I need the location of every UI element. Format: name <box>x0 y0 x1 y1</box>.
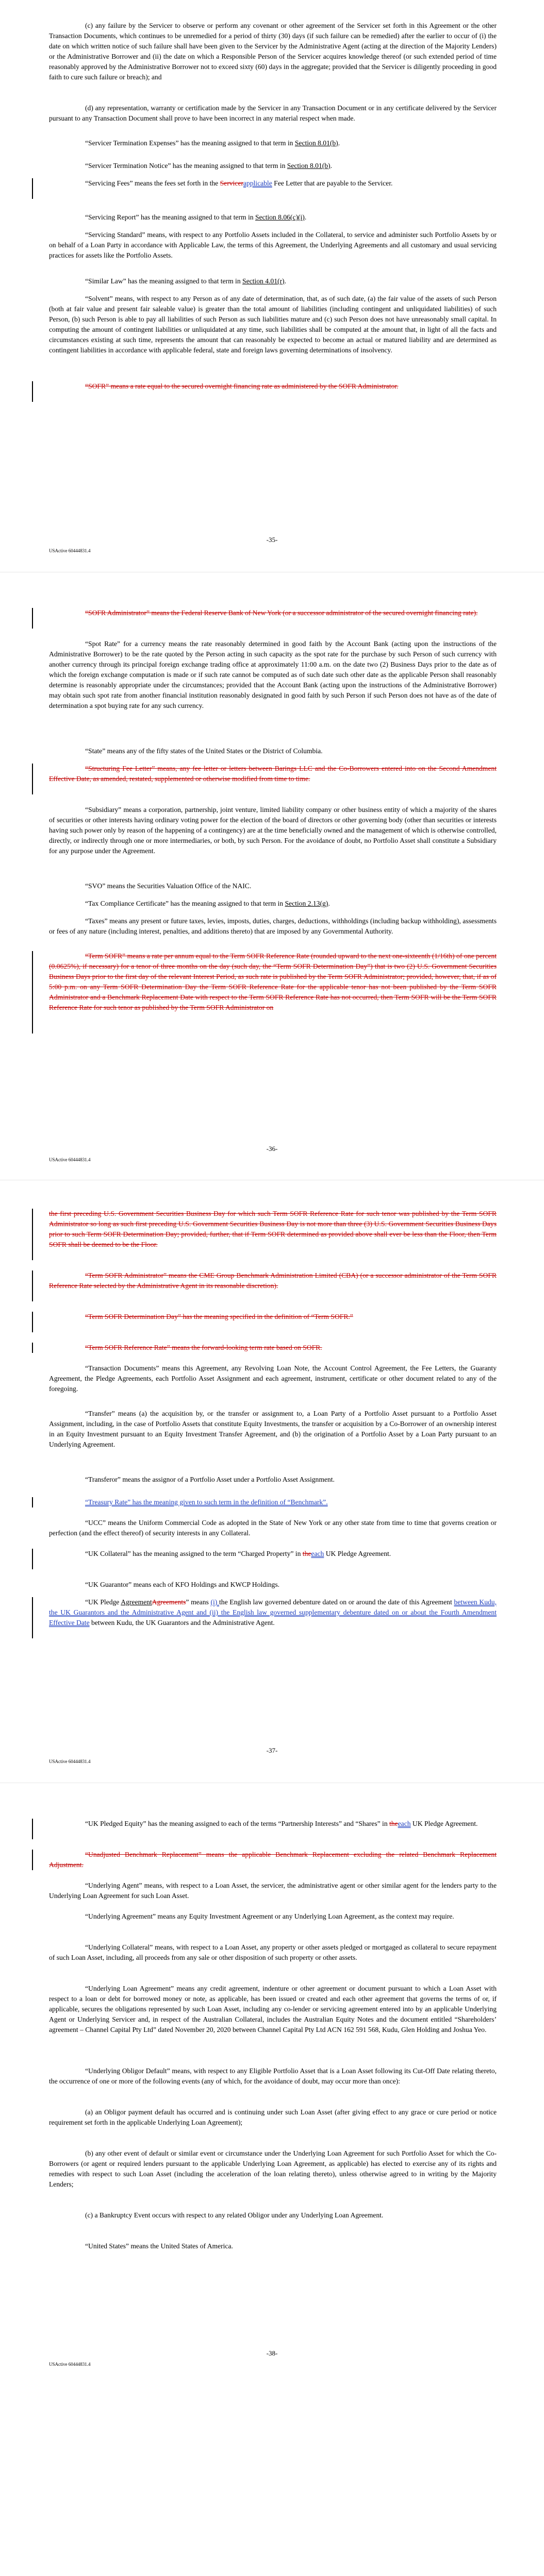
definition-svo: “SVO” means the Securities Valuation Office of the NAIC. <box>85 882 252 890</box>
document-id: USActive 60444831.4 <box>49 1759 91 1764</box>
definition-servicing-standard: “Servicing Standard” means, with respect to any Portfolio Assets included in the Collateral, to service and administer such Portfolio Assets by or on behalf of a Loan Party in accordance with Applicable Law, the terms of this Agreement, the Underlying Agreements and all customary and usual servicing practices for assets like the Portfolio Assets. <box>49 231 497 259</box>
definition-spot-rate: “Spot Rate” for a currency means the rate reasonably determined in good faith by the Account Bank (acting upon the instructions of the Administrative Borrower) to be the rate quoted by the Person acting in such capacity as the spot rate for the purchase by such Person of such currency with another currency through its principal foreign exchange trading office at approximately 11:00 a.m. on the date two (2) Business Days prior to the date as of which the foreign exchange computation is made or if such rate cannot be computed as of such date such other date as the applicable Person shall reasonably determine is reasonably appropriate under the circumstances; provided that the Account Bank (acting upon the instructions of the Administrative Borrower) may obtain such spot rate from another financial institution reasonably designated in good faith by such Person if such Person does not have as of the date of determination a spot buying rate for any such currency. <box>49 640 497 709</box>
section-ref: Section 4.01(r) <box>242 277 285 285</box>
change-bar <box>32 1597 33 1638</box>
definition-united-states: “United States” means the United States of America. <box>85 2242 233 2250</box>
change-bar <box>32 1209 33 1260</box>
definition-ucc: “UCC” means the Uniform Commercial Code as adopted in the State of New York or any other state from time to time that governs creation or perfection (and the effect thereof) of security interests in any Collateral. <box>49 1519 497 1537</box>
deleted-definition-structuring-fee-letter: “Structuring Fee Letter” means, any fee letter or letters between Barings LLC and the Co-Borrowers entered into on the Second Amendment Effective Date, as amended, restated, supplemented or otherwise modified from time to time. <box>49 765 497 783</box>
definition-uk-pledge-agreement: “UK Pledge AgreementAgreements” means (i) the English law governed debenture dated on or around the date of this Agreement between Kudu, the UK Guarantors and the Administrative Agent and (ii) the English law governed supplementary debenture dated on or about the Fourth Amendment Effective Date between Kudu, the UK Guarantors and the Administrative Agent. <box>49 1598 497 1626</box>
change-bar <box>32 1312 33 1332</box>
document-id: USActive 60444831.4 <box>49 548 91 553</box>
deleted-text: the <box>302 1550 311 1557</box>
definition-servicing-fees: “Servicing Fees” means the fees set forth in the Servicerapplicable Fee Letter that are payable to the Servicer. <box>85 179 393 187</box>
inserted-text: applicable <box>243 179 272 187</box>
definition-uk-guarantor: “UK Guarantor” means each of KFO Holdings and KWCP Holdings. <box>85 1581 280 1588</box>
change-bar <box>32 1270 33 1301</box>
definition-tax-compliance-certificate: “Tax Compliance Certificate” has the meaning assigned to that term in Section 2.13(g). <box>85 900 330 907</box>
definition-underlying-loan-agreement: “Underlying Loan Agreement” means any credit agreement, indenture or other agreement or document pursuant to which a Loan Asset with respect to a loan or debt for borrowed money or note, as applicable, has been issued or created and each other agreement that governs the terms of or, if applicable, secures the obligations represented by such Loan Asset, including any co-lender or servicing agreement entered into by an applicable Underlying Agent or Underlying Servicer and, in respect of the Australian Collateral, includes the Australian Equity Notes and the document entitled “Shareholders’ agreement – Channel Capital Pty Ltd” dated November 20, 2020 between Channel Capital Pty Ltd ACN 162 591 568, Kudu, Glen Holding and Joshua Yeo. <box>49 1985 497 2033</box>
section-ref: Section 8.01(b) <box>287 162 331 170</box>
definition-underlying-agreement: “Underlying Agreement” means any Equity Investment Agreement or any Underlying Loan Agreement, as the context may require. <box>85 1912 454 1920</box>
definition-servicing-report: “Servicing Report” has the meaning assigned to that term in Section 8.06(c)(i). <box>85 213 307 221</box>
change-bar <box>32 1497 33 1507</box>
definition-taxes: “Taxes” means any present or future taxes, levies, imposts, duties, charges, deductions, withholdings (including backup withholding), assessments or fees of any nature (including interest, penalties, and additions thereto) that are imposed by any Governmental Authority. <box>49 917 497 935</box>
definition-solvent: “Solvent” means, with respect to any Person as of any date of determination, that, as of such date, (a) the fair value of the assets of such Person (both at fair value and present fair saleable value) is greater than the total amount of liabilities (including contingent and unliquidated liabilities) of such Person, (b) such Person is able to pay all liabilities of such Person as such liabilities mature and (c) such Person does not have unreasonably small capital. In computing the amount of contingent liabilities or unliquidated at any time, such liabilities shall be computed at the amount that, in light of all the facts and circumstances existing at such time, represents the amount that can reasonably be expected to become an actual or matured liability and are determined as contingent liabilities in accordance with applicable federal, state and foreign laws governing determinations of insolvency. <box>49 295 497 354</box>
deleted-definition-term-sofr-administrator: “Term SOFR Administrator” means the CME Group Benchmark Administration Limited (CBA) (or a successor administrator of the Term SOFR Reference Rate selected by the Administrative Agent in its reasonable discretion). <box>49 1272 497 1290</box>
definition-transferor: “Transferor” means the assignor of a Portfolio Asset under a Portfolio Asset Assignment. <box>85 1476 335 1483</box>
deleted-definition-sofr: “SOFR” means a rate equal to the secured overnight financing rate as administered by the SOFR Administrator. <box>85 382 399 390</box>
deleted-term-sofr-continued: the first preceding U.S. Government Securities Business Day for which such Term SOFR Reference Rate for such tenor was published by the Term SOFR Administrator so long as such first preceding U.S. Government Securities Business Day is not more than three (3) U.S. Government Securities Business Days prior to such Term SOFR Determination Day; provided, further, that if Term SOFR determined as provided above shall ever be less than the Floor, then Term SOFR shall be deemed to be the Floor. <box>49 1210 497 1248</box>
deleted-definition-term-sofr: “Term SOFR” means a rate per annum equal to the Term SOFR Reference Rate (rounded upward to the next one-sixteenth (1/16th) of one percent (0.0625%), if necessary) for a tenor of three months on the day (such day, the “Term SOFR Determination Day”) that is two (2) U.S. Government Securities Business Days prior to the first day of the relevant Interest Period, as such rate is published by the Term SOFR Administrator; provided, however, that, if as of 5:00 p.m. on any Term SOFR Determination Day the Term SOFR Reference Rate for the applicable tenor has not been published by the Term SOFR Administrator and a Benchmark Replacement Date with respect to the Term SOFR Reference Rate has not occurred, then Term SOFR will be the Term SOFR Reference Rate for such tenor as published by the Term SOFR Administrator on <box>49 952 497 1011</box>
definition-servicer-termination-notice: “Servicer Termination Notice” has the meaning assigned to that term in Section 8.01(b). <box>85 162 332 170</box>
paragraph-servicer-default-d: (d) any representation, warranty or certification made by the Servicer in any Transaction Document or in any certificate delivered by the Servicer pursuant to any Transaction Document shall prove to have been incorrect in any material respect when made. <box>49 104 497 122</box>
document-id: USActive 60444831.4 <box>49 1157 91 1162</box>
deleted-definition-unadjusted-benchmark-replacement: “Unadjusted Benchmark Replacement” means the applicable Benchmark Replacement excluding the related Benchmark Replacement Adjustment. <box>49 1851 497 1869</box>
definition-state: “State” means any of the fifty states of the United States or the District of Columbia. <box>85 747 323 755</box>
paragraph-servicer-default-c: (c) any failure by the Servicer to observe or perform any covenant or other agreement of the Servicer set forth in this Agreement or the other Transaction Documents, which continues to be unremedied for a period of thirty (30) days (if such failure can be remedied) after the earlier to occur of (i) the date on which written notice of such failure shall have been given to the Servicer by the Administrative Agent (acting at the direction of the Majority Lenders) or the Administrative Borrower and (ii) the date on which a Responsible Person of the Servicer acquires knowledge thereof (or such extended period of time reasonably approved by the Administrative Borrower not to exceed sixty (60) days in the aggregate; provided that the Servicer is diligently proceeding in good faith to cure such failure or breach); and <box>49 22 497 81</box>
inserted-text: each <box>311 1550 324 1557</box>
definition-uk-pledged-equity: “UK Pledged Equity” has the meaning assigned to each of the terms “Partnership Interests” and “Shares” in theeach UK Pledge Agreement. <box>85 1820 478 1827</box>
change-bar <box>32 178 33 199</box>
definition-similar-law: “Similar Law” has the meaning assigned to that term in Section 4.01(r). <box>85 277 286 285</box>
page-number: -38- <box>266 2349 278 2357</box>
inserted-text: between Kudu, the UK Guarantors and the Administrative Agent and (ii) the English law governed supplementary debenture dated on or about the Fourth Amendment Effective Date <box>49 1598 497 1626</box>
paragraph-obligor-default-b: (b) any other event of default or similar event or circumstance under the Underlying Loan Agreement for such Portfolio Asset for which the Co-Borrowers (or agent or required lenders pursuant to the applicable Underlying Loan Agreement, as applicable) has elected to exercise any of its rights and remedies with respect to such Loan Asset (including the acceleration of the loan relating thereto), unless otherwise agreed to in writing by the Majority Lenders; <box>49 2149 497 2188</box>
deleted-text: Servicer <box>220 179 243 187</box>
definition-uk-collateral: “UK Collateral” has the meaning assigned to the term “Charged Property” in theeach UK Pledge Agreement. <box>85 1550 391 1557</box>
change-bar <box>32 381 33 402</box>
paragraph-obligor-default-a: (a) an Obligor payment default has occurred and is continuing under such Loan Asset (after giving effect to any grace or cure period or notice requirement set forth in the applicable Underlying Loan Agreement); <box>49 2108 497 2126</box>
change-bar <box>32 608 33 629</box>
change-bar <box>32 1343 33 1353</box>
page-number: -35- <box>266 536 278 544</box>
deleted-text: Agreements <box>152 1598 186 1606</box>
definition-servicer-termination-expenses: “Servicer Termination Expenses” has the meaning assigned to that term in Section 8.01(b). <box>85 139 340 147</box>
definition-underlying-collateral: “Underlying Collateral” means, with respect to a Loan Asset, any property or other assets pledged or mortgaged as collateral to secure repayment of such Loan Asset, including, all proceeds from any sale or other disposition of such property or other assets. <box>49 1943 497 1961</box>
page-number: -36- <box>266 1145 278 1153</box>
deleted-definition-term-sofr-reference-rate: “Term SOFR Reference Rate” means the forward-looking term rate based on SOFR. <box>85 1344 322 1351</box>
deleted-definition-term-sofr-determination-day: “Term SOFR Determination Day” has the meaning specified in the definition of “Term SOFR.” <box>85 1313 353 1320</box>
inserted-text: each <box>398 1820 411 1827</box>
inserted-definition-treasury-rate: “Treasury Rate” has the meaning given to such term in the definition of “Benchmark”. <box>85 1498 328 1506</box>
definition-transfer: “Transfer” means (a) the acquisition by, or the transfer or assignment to, a Loan Party of a Portfolio Asset pursuant to a Portfolio Asset Assignment, including, in the case of Portfolio Assets that constitute Equity Investments, the transfer or acquisition by a Co-Borrower of an ownership interest in an Equity Investment pursuant to an Equity Investment Transfer Agreement, and (b) the origination of a Portfolio Asset by a Loan Party pursuant to an Underlying Agreement. <box>49 1410 497 1448</box>
change-bar <box>32 1850 33 1870</box>
section-ref: Section 2.13(g) <box>285 900 328 907</box>
change-bar <box>32 1549 33 1569</box>
change-bar <box>32 1819 33 1839</box>
definition-transaction-documents: “Transaction Documents” means this Agreement, any Revolving Loan Note, the Account Control Agreement, the Fee Letters, the Guaranty Agreement, the Pledge Agreements, each Portfolio Asset Assignment and each agreement, instrument, certificate or other document related to any of the foregoing. <box>49 1364 497 1393</box>
section-ref: Section 8.01(b) <box>294 139 338 147</box>
definition-underlying-obligor-default: “Underlying Obligor Default” means, with respect to any Eligible Portfolio Asset that is a Loan Asset following its Cut-Off Date relating thereto, the occurrence of one or more of the following events (any of which, for the avoidance of doubt, may occur more than once): <box>49 2067 497 2085</box>
deleted-text: the <box>389 1820 398 1827</box>
change-bar <box>32 951 33 1033</box>
page-number: -37- <box>266 1747 278 1754</box>
paragraph-obligor-default-c: (c) a Bankruptcy Event occurs with respect to any related Obligor under any Underlying Loan Agreement. <box>85 2211 384 2219</box>
definition-subsidiary: “Subsidiary” means a corporation, partnership, joint venture, limited liability company or other business entity of which a majority of the shares of securities or other interests having ordinary voting power for the election of the board of directors or other governing body (other than securities or interests having such power only by reason of the happening of a contingency) are at the time beneficially owned and the management of which is otherwise controlled, directly, or indirectly through one or more intermediaries, or both, by such Person. For the avoidance of doubt, no Portfolio Asset shall constitute a Subsidiary for any purpose under the Agreement. <box>49 806 497 855</box>
document-id: USActive 60444831.4 <box>49 2362 91 2367</box>
change-bar <box>32 764 33 794</box>
definition-underlying-agent: “Underlying Agent” means, with respect to a Loan Asset, the servicer, the administrative agent or other similar agent for the lenders party to the Underlying Loan Agreement for such Loan Asset. <box>49 1882 497 1900</box>
inserted-text: (i) <box>210 1598 219 1606</box>
deleted-definition-sofr-administrator: “SOFR Administrator” means the Federal Reserve Bank of New York (or a successor administrator of the secured overnight financing rate). <box>85 609 478 617</box>
section-ref: Section 8.06(c)(i) <box>255 213 305 221</box>
